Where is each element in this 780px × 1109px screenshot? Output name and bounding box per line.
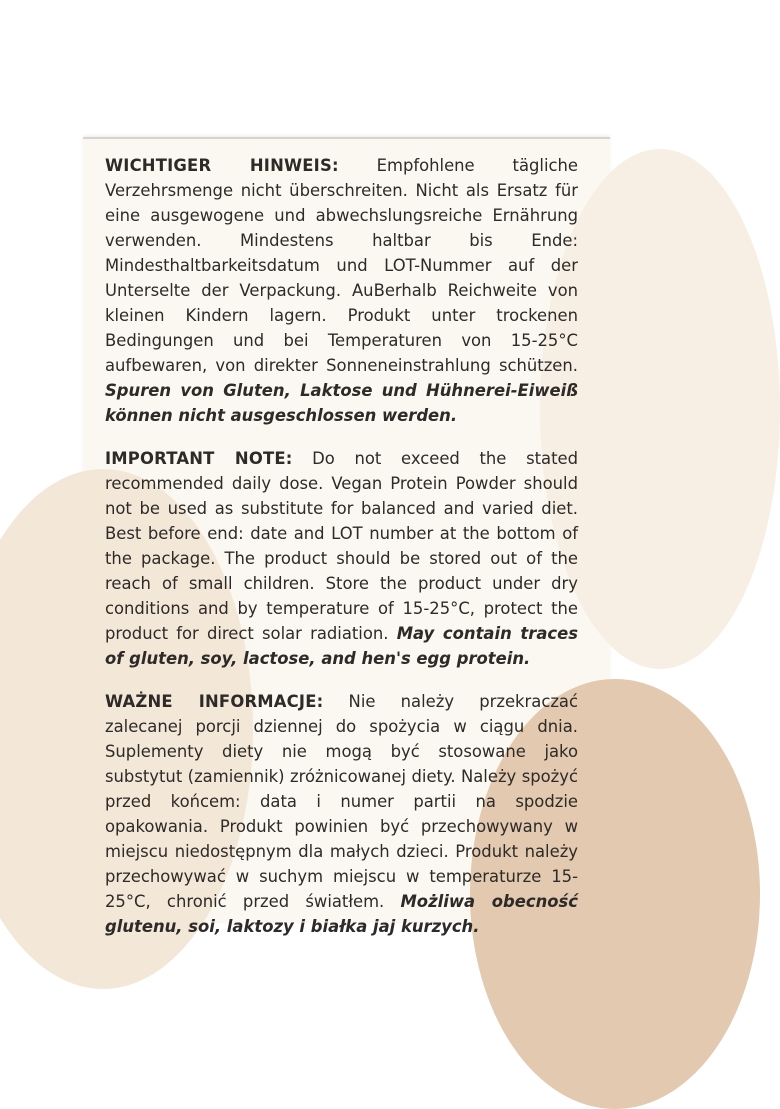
note-body: Nie należy przekraczać zalecanej porcji dziennej do spożycia w ciągu dnia. Suplementy diety nie mogą być stosowane jako substytut (zamiennik) zróżnicowanej diety. Należy spożyć przed końcem: data i numer partii na spodzie opakowania. Produkt powinien być przechowywany w miejscu niedostępnym dla małych dzieci. Produkt należy przechowywać w suchym miejscu w temperaturze 15-25°C, chronić przed światłem. bbox=[105, 692, 578, 911]
note-body: Empfohlene tägliche Verzehrsmenge nicht überschreiten. Nicht als Ersatz für eine ausgewogene und abwechslungsreiche Ernährung verwenden. Mindestens haltbar bis Ende: Mindesthaltbarkeitsdatum und LOT-Nummer auf der Unterselte der Verpackung. AuBerhalb Reichweite von kleinen Kindern lagern. Produkt unter trockenen Bedingungen und bei Temperaturen von 15-25°C aufbewaren, von direkter Sonneneinstrahlung schützen. bbox=[105, 156, 578, 375]
note-body: Do not exceed the stated recommended daily dose. Vegan Protein Powder should not be used as substitute for balanced and varied diet. Best before end: date and LOT number at the bottom of the package. The product should be stored out of the reach of small children. Store the product under dry conditions and by temperature of 15-25°C, protect the product for direct solar radiation. bbox=[105, 449, 578, 643]
note-title: IMPORTANT NOTE: bbox=[105, 449, 293, 468]
allergen-warning: Spuren von Gluten, Laktose und Hühnerei-Eiweiß können nicht ausgeschlossen werden. bbox=[105, 381, 578, 425]
note-english bbox=[105, 446, 578, 671]
notes-content bbox=[105, 153, 578, 957]
note-title: WAŻNE INFORMACJE: bbox=[105, 692, 324, 711]
allergen-warning: Możliwa obecność glutenu, soi, laktozy i białka jaj kurzych. bbox=[105, 892, 578, 936]
note-title: WICHTIGER HINWEIS: bbox=[105, 156, 339, 175]
allergen-warning: May contain traces of gluten, soy, lactose, and hen's egg protein. bbox=[105, 624, 579, 668]
note-german bbox=[105, 153, 578, 428]
label-panel bbox=[83, 137, 610, 936]
note-polish bbox=[105, 689, 578, 939]
